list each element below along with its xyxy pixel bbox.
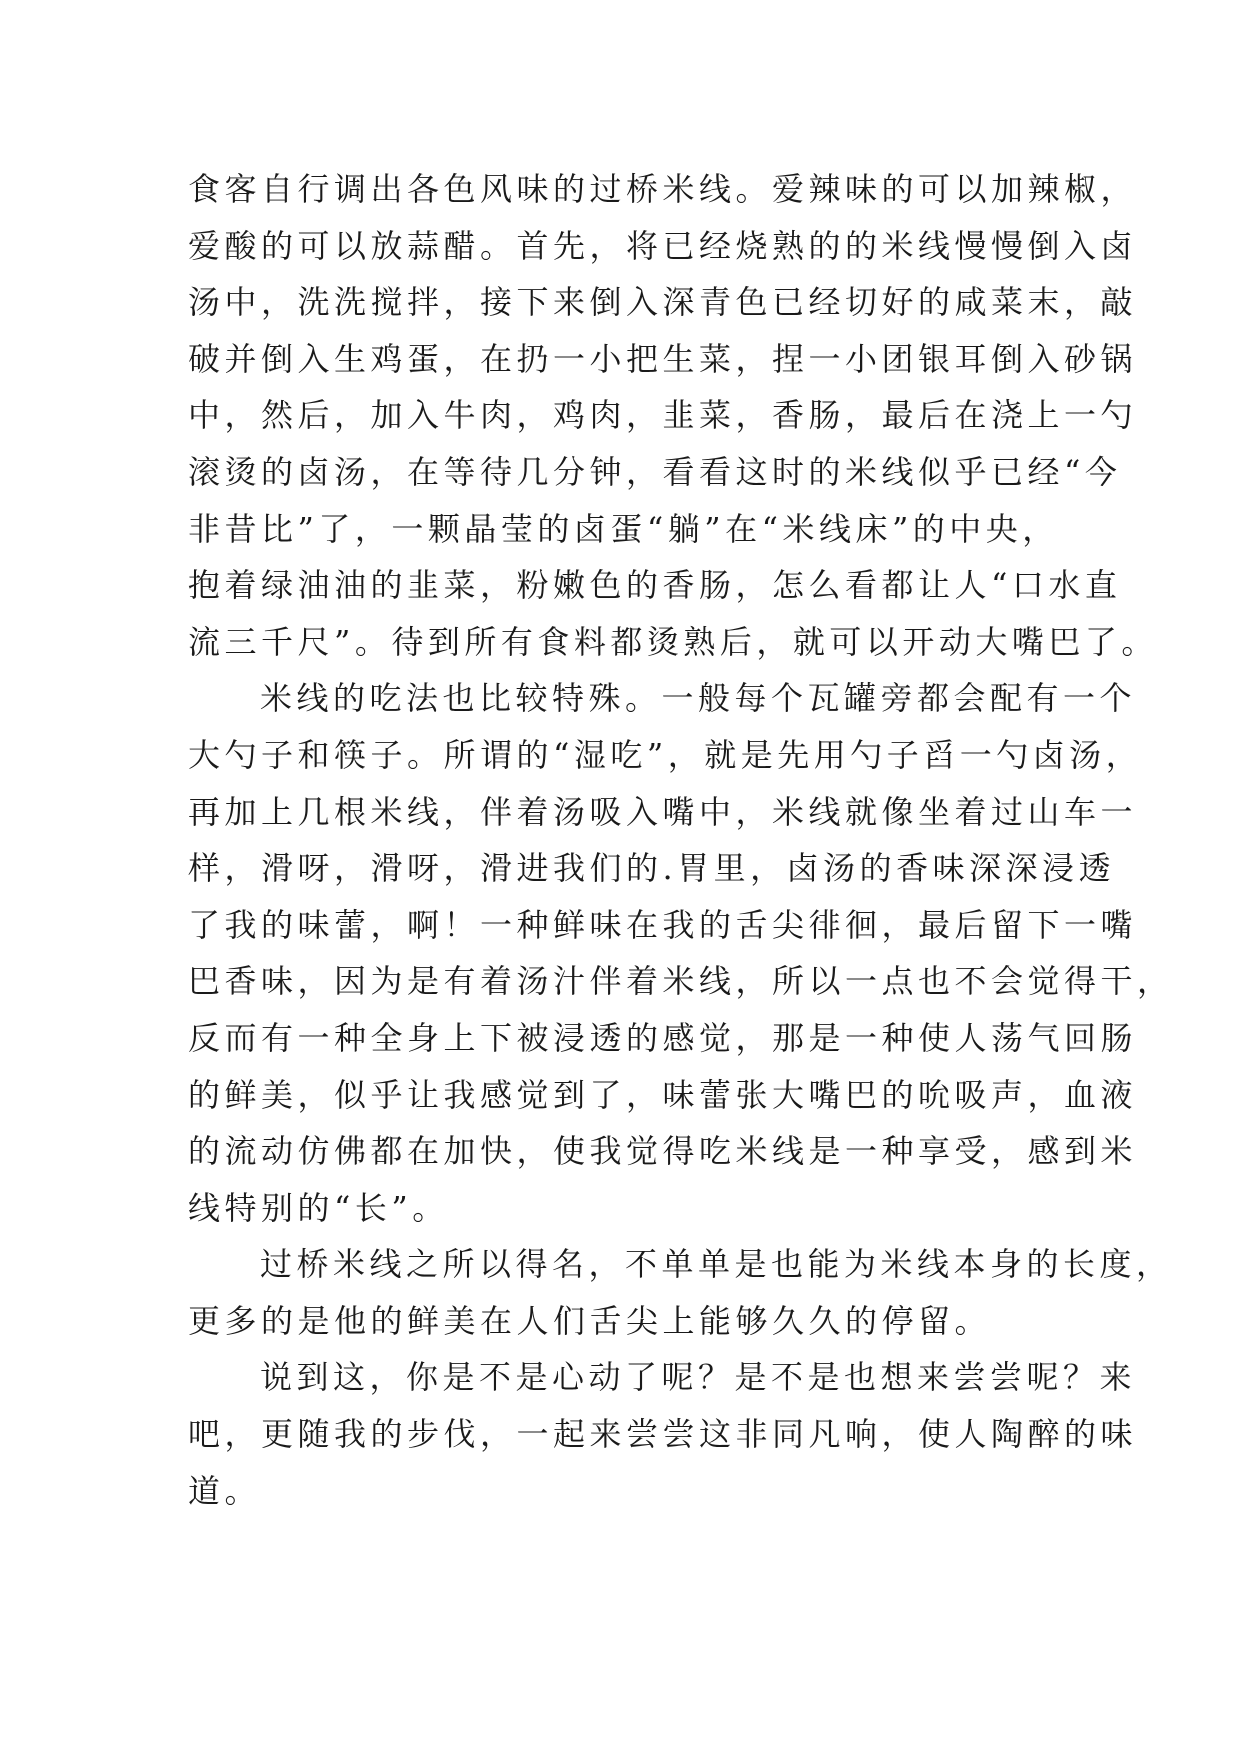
paragraph (188, 1349, 1138, 1519)
line-text: 样，滑呀，滑呀，滑进我们的.胃里，卤汤的香味深深浸透 (188, 849, 1116, 888)
line-text: 吧，更随我的步伐，一起来尝尝这非同凡响，使人陶醉的味 (188, 1415, 1138, 1454)
text-line (188, 1123, 1138, 1180)
line-text: 的流动仿佛都在加快，使我觉得吃米线是一种享受，感到米 (188, 1132, 1138, 1171)
text-line (188, 218, 1138, 275)
text-line (188, 1463, 1068, 1520)
text-line (188, 331, 1138, 388)
line-text: 食客自行调出各色风味的过桥米线。爱辣味的可以加辣椒， (188, 170, 1138, 208)
text-line (188, 1293, 1068, 1350)
line-text: 米线的吃法也比较特殊。一般每个瓦罐旁都会配有一个 (260, 679, 1137, 718)
text-line (188, 1349, 1137, 1406)
text-line (188, 1236, 1173, 1293)
line-text: 反而有一种全身上下被浸透的感觉，那是一种使人荡气回肠 (188, 1018, 1138, 1057)
text-line (188, 557, 1122, 614)
paragraph (188, 1236, 1173, 1349)
text-line (188, 727, 1143, 784)
text-line (188, 614, 1158, 671)
text-line (188, 274, 1138, 331)
text-line (188, 897, 1138, 954)
line-text: 更多的是他的鲜美在人们舌尖上能够久久的停留。 (188, 1301, 992, 1340)
line-text: 中，然后，加入牛肉，鸡肉，韭菜，香肠，最后在浇上一勺 (188, 396, 1138, 435)
line-text: 非昔比”了，一颗晶莹的卤蛋“躺”在“米线床”的中央， (188, 509, 1059, 548)
text-line (188, 161, 1138, 218)
text-line (188, 784, 1138, 841)
paragraph (188, 161, 1158, 670)
line-text: 大勺子和筷子。所谓的“湿吃”，就是先用勺子舀一勺卤汤， (188, 735, 1143, 774)
line-text: 了我的味蕾，啊！一种鲜味在我的舌尖徘徊，最后留下一嘴 (188, 905, 1138, 944)
line-text: 爱酸的可以放蒜醋。首先，将已经烧熟的的米线慢慢倒入卤 (188, 226, 1138, 265)
text-line (188, 953, 1174, 1010)
line-text: 道。 (188, 1471, 262, 1510)
text-line (188, 444, 1122, 501)
document-body (188, 161, 1174, 1519)
text-line (188, 1067, 1138, 1124)
text-line (188, 670, 1137, 727)
line-text: 滚烫的卤汤，在等待几分钟，看看这时的米线似乎已经“今 (188, 452, 1122, 491)
text-line (188, 1406, 1138, 1463)
line-text: 的鲜美，似乎让我感觉到了，味蕾张大嘴巴的吮吸声，血液 (188, 1075, 1138, 1114)
line-text: 汤中，洗洗搅拌，接下来倒入深青色已经切好的咸菜末，敲 (188, 283, 1138, 322)
text-line (188, 840, 1116, 897)
line-text: 再加上几根米线，伴着汤吸入嘴中，米线就像坐着过山车一 (188, 792, 1138, 831)
line-text: 抱着绿油油的韭菜，粉嫩色的香肠，怎么看都让人“口水直 (188, 566, 1122, 605)
text-line (188, 1010, 1138, 1067)
paragraph (188, 670, 1174, 1236)
text-line (188, 387, 1138, 444)
text-line (188, 501, 1068, 558)
line-text: 过桥米线之所以得名，不单单是也能为米线本身的长度， (260, 1245, 1173, 1284)
line-text: 说到这，你是不是心动了呢？是不是也想来尝尝呢？来 (260, 1358, 1137, 1397)
line-text: 线特别的“长”。 (188, 1188, 449, 1227)
line-text: 破并倒入生鸡蛋，在扔一小把生菜，捏一小团银耳倒入砂锅 (188, 339, 1138, 378)
line-text: 流三千尺”。待到所有食料都烫熟后，就可以开动大嘴巴了。 (188, 622, 1158, 661)
line-text: 巴香味，因为是有着汤汁伴着米线，所以一点也不会觉得干， (188, 962, 1174, 1001)
text-line (188, 1180, 1068, 1237)
